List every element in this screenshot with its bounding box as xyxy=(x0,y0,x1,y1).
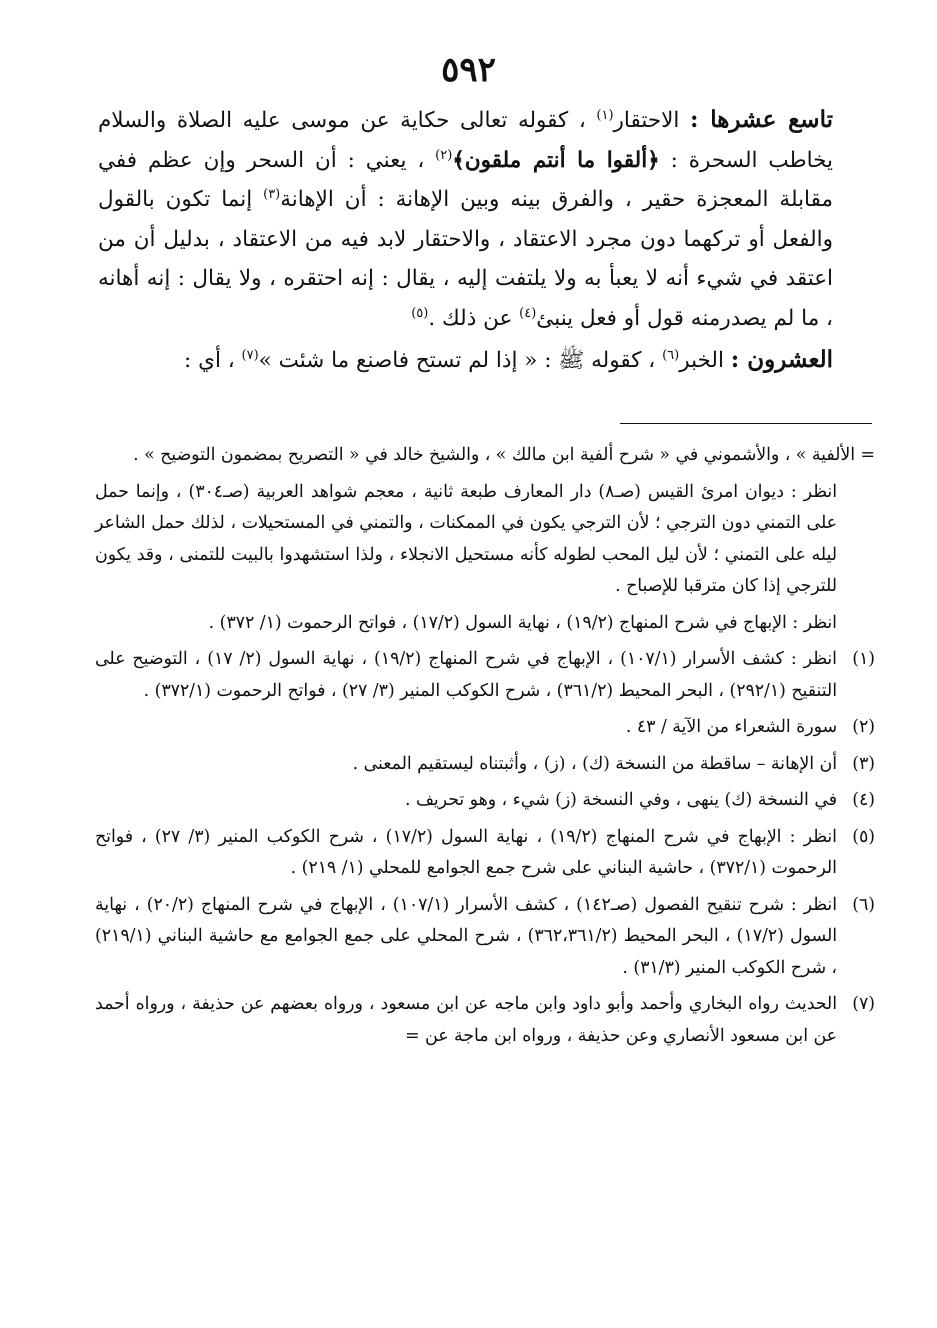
text-run: ، كقوله ﷺ : « إذا لم تستح فاصنع ما شئت » xyxy=(258,348,663,373)
footnote-number: (١) xyxy=(852,649,875,669)
footnote-number: (٧) xyxy=(852,994,875,1014)
footnote-ref[interactable]: (٦) xyxy=(662,347,680,363)
footnote-text: الحديث رواه البخاري وأحمد وأبو داود وابن ماجه عن ابن مسعود ، ورواه بعضهم عن حذيفة ، ورواه أحمد عن ابن مسعود الأنصاري وعن حذيفة ، ورواه ابن ماجة عن = xyxy=(95,994,837,1046)
footnote-continuation: = الألفية » ، والأشموني في « شرح ألفية ابن مالك » ، والشيخ خالد في « التصريح بمضمون التوضيح » . xyxy=(133,445,875,465)
text-run: ، كقوله تعالى حكاية عن موسى عليه الصلاة والسلام يخاطب السحرة : xyxy=(98,108,833,173)
main-text xyxy=(98,100,833,381)
footnote-ref[interactable]: (٣) xyxy=(263,186,281,202)
footnote-ref[interactable]: (٥) xyxy=(411,305,429,321)
text-run: ، أي : xyxy=(184,348,242,373)
section-heading: العشرون : xyxy=(730,346,833,373)
text-run: إنما تكون بالقول والفعل أو تركهما دون مجرد الاعتقاد ، والاحتقار لابد فيه من الاعتقاد ، بدليل أن من اعتقد في شيء أنه لا يعبأ به ولا يلتفت إليه ، يقال : إنه احتقره ، ولا يقال : إنه أهانه ، ما لم يصدرمنه قول أو فعل ينبئ xyxy=(98,187,833,331)
footnote-text: أن الإهانة – ساقطة من النسخة (ك) ، (ز) ، وأثبتناه ليستقيم المعنى . xyxy=(352,753,837,774)
section-twentieth xyxy=(98,340,833,381)
page-number: ٥٩٢ xyxy=(441,50,496,90)
footnote-ref[interactable]: (٧) xyxy=(241,347,259,363)
footnote-continuation: انظر : ديوان امرئ القيس (صـ٨) دار المعارف طبعة ثانية ، معجم شواهد العربية (صـ٣٠٤) ، وإنما حمل على التمني دون الترجي ؛ لأن الترجي يكون في الممكنات ، والتمني في المستحيلات ، لذلك حمل الشاعر ليله على التمني ؛ لأن ليل المحب لطوله كأنه مستحيل الانجلاء ، ولذا استشهدوا بالبيت للتمنى ، وقد يكون للترجي إذا كان مترقبا للإصباح . xyxy=(95,481,837,596)
footnote-ref[interactable]: (٢) xyxy=(435,147,453,163)
footnote-item xyxy=(95,749,875,781)
footnote-item xyxy=(95,890,875,985)
footnote-number: (٣) xyxy=(852,753,875,774)
text-run: الاحتقار xyxy=(613,108,690,133)
footnote-number: (٥) xyxy=(852,826,875,847)
footnotes xyxy=(95,440,875,1057)
footnote-text: انظر : الإبهاج في شرح المنهاج (١٩/٢) ، نهاية السول (١٧/٢) ، شرح الكوكب المنير (٣/ ٢٧) ، فواتح الرحموت (٣٧٢/١) ، حاشية البناني على شرح جمع الجوامع للمحلي (١/ ٢١٩) . xyxy=(95,826,837,878)
footnote-item xyxy=(95,785,875,817)
footnote-text: انظر : شرح تنقيح الفصول (صـ١٤٢) ، كشف الأسرار (١٠٧/١) ، الإبهاج في شرح المنهاج (٢٠/٢) ، نهاية السول (١٧/٢) ، البحر المحيط (٣٦٢،٣٦١/٢) ، شرح المحلي على جمع الجوامع مع حاشية البناني (٢١٩/١) ، شرح الكوكب المنير (٣١/٣) . xyxy=(95,894,838,978)
section-heading: تاسع عشرها : xyxy=(689,106,833,133)
text-run: ، يعني : أن السحر وإن عظم ففي مقابلة المعجزة حقير ، والفرق بينه وبين الإهانة : أن الإهانة xyxy=(98,147,833,212)
footnote-number: (٤) xyxy=(852,790,875,810)
footnote-item xyxy=(95,989,875,1052)
footnote-text: سورة الشعراء من الآية / ٤٣ . xyxy=(625,717,837,737)
footnote-number: (٢) xyxy=(852,717,875,737)
footnote-item xyxy=(95,644,875,707)
footnote-text: انظر : كشف الأسرار (١٠٧/١) ، الإبهاج في شرح المنهاج (١٩/٢) ، نهاية السول (٢/ ١٧) ، التوضيح على التنقيح (٢٩٢/١) ، البحر المحيط (٣٦١/٢) ، شرح الكوكب المنير (٣/ ٢٧) ، فواتح الرحموت (٣٧٢/١) . xyxy=(95,649,837,701)
footnote-text: في النسخة (ك) ينهى ، وفي النسخة (ز) شيء ، وهو تحريف . xyxy=(404,790,837,810)
footnote-divider xyxy=(620,423,872,424)
quran-quote: ﴿ألقوا ما أنتم ملقون﴾ xyxy=(452,147,660,173)
footnote-number: (٦) xyxy=(852,894,875,915)
footnote-ref[interactable]: (١) xyxy=(596,107,614,123)
footnote-item xyxy=(95,822,875,885)
text-run: الخبر xyxy=(679,348,731,373)
footnote-continuation: انظر : الإبهاج في شرح المنهاج (١٩/٢) ، نهاية السول (١٧/٢) ، فواتح الرحموت (١/ ٣٧٢) . xyxy=(208,612,837,633)
text-run: عن ذلك . xyxy=(428,305,520,331)
footnote-item xyxy=(95,712,875,744)
section-nineteenth xyxy=(98,100,833,338)
footnote-ref[interactable]: (٤) xyxy=(519,305,537,321)
